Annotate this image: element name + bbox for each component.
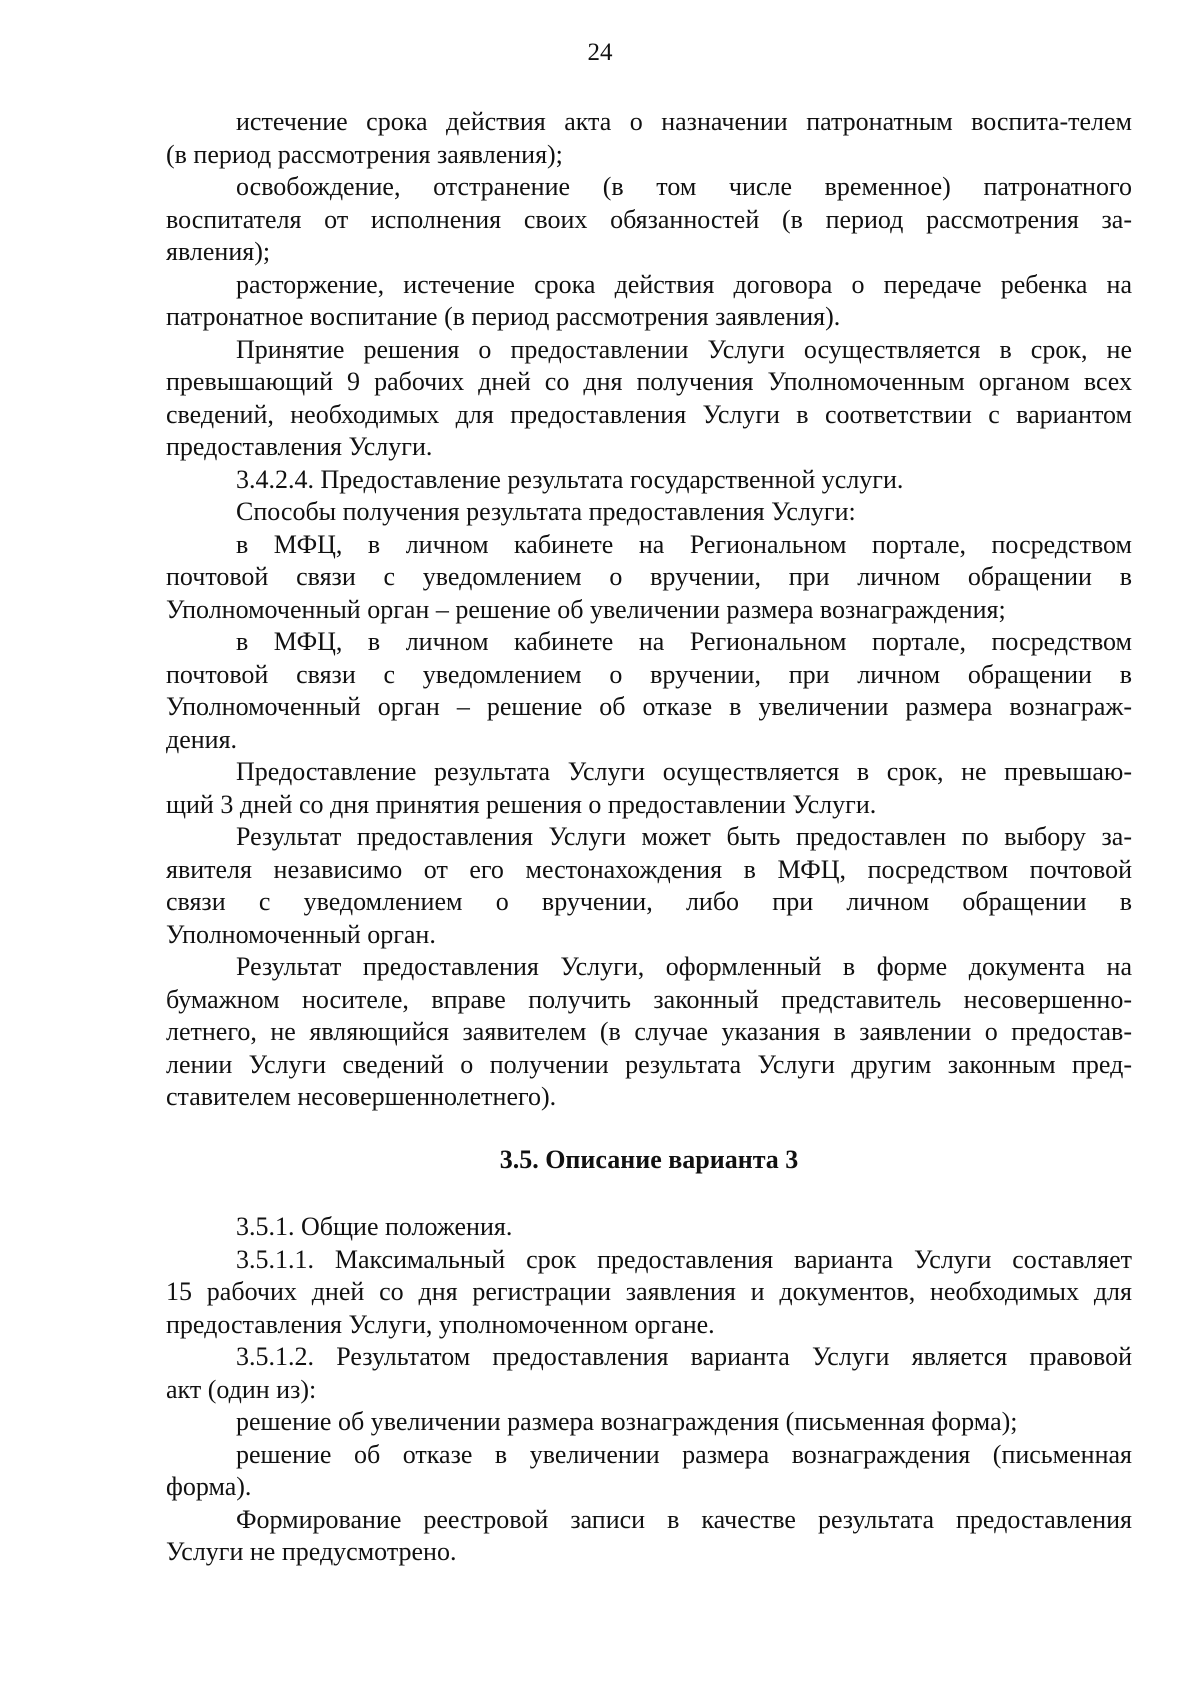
- paragraph-line: Уполномоченный орган – решение об увеличении размера вознаграждения;: [166, 594, 1006, 624]
- paragraph-line: истечение срока действия акта о назначении патронатным воспита-телем: [236, 107, 1132, 136]
- paragraph-line: щий 3 дней со дня принятия решения о предоставлении Услуги.: [166, 789, 877, 819]
- paragraph-line: явления);: [166, 237, 271, 266]
- paragraph-line: предоставления Услуги.: [166, 432, 433, 461]
- paragraph-line: явителя независимо от его местонахождения в МФЦ, посредством почтовой: [166, 854, 1132, 884]
- paragraph-line: Услуги не предусмотрено.: [166, 1537, 457, 1566]
- paragraph-line: Результат предоставления Услуги, оформленный в форме документа на: [236, 952, 1132, 981]
- paragraph-line: 3.5.1.1. Максимальный срок предоставления варианта Услуги составляет: [236, 1244, 1132, 1274]
- paragraph: [166, 171, 1132, 269]
- paragraph-line: почтовой связи с уведомлением о вручении, при личном обращении в: [166, 659, 1132, 689]
- paragraph-line: Предоставление результата Услуги осуществляется в срок, не превышаю-: [236, 757, 1132, 786]
- paragraph-line: форма).: [166, 1472, 252, 1501]
- paragraph: [166, 106, 1132, 171]
- paragraph: [166, 626, 1132, 756]
- paragraph-line: Уполномоченный орган.: [166, 919, 436, 949]
- paragraph: [166, 334, 1132, 464]
- paragraph: [166, 529, 1132, 627]
- paragraph: [166, 1211, 1132, 1244]
- paragraph: [166, 496, 1132, 529]
- paragraph: [166, 1244, 1132, 1342]
- section-after-heading: [166, 1211, 1132, 1569]
- paragraph-line: лении Услуги сведений о получении результата Услуги другим законным пред-: [166, 1049, 1132, 1079]
- paragraph-line: ставителем несовершеннолетнего).: [166, 1082, 557, 1111]
- document-body: [166, 106, 1132, 1569]
- paragraph-line: освобождение, отстранение (в том числе временное) патронатного: [236, 172, 1132, 201]
- paragraph-line: (в период рассмотрения заявления);: [166, 139, 563, 169]
- paragraph-line: почтовой связи с уведомлением о вручении, при личном обращении в: [166, 562, 1132, 591]
- paragraph: [166, 951, 1132, 1114]
- paragraph-line: 3.5.1. Общие положения.: [236, 1212, 513, 1241]
- paragraph: [166, 821, 1132, 951]
- page-number: 24: [587, 39, 613, 66]
- paragraph-line: превышающий 9 рабочих дней со дня получения Уполномоченным органом всех: [166, 367, 1132, 396]
- paragraph-line: предоставления Услуги, уполномоченном органе.: [166, 1309, 715, 1339]
- paragraph-line: решение об увеличении размера вознаграждения (письменная форма);: [236, 1407, 1018, 1436]
- paragraph-line: воспитателя от исполнения своих обязанностей (в период рассмотрения за-: [166, 204, 1132, 234]
- paragraph: [166, 1439, 1132, 1504]
- paragraph-line: Принятие решения о предоставлении Услуги осуществляется в срок, не: [236, 334, 1132, 364]
- paragraph: [166, 1341, 1132, 1406]
- paragraph-line: расторжение, истечение срока действия договора о передаче ребенка на: [236, 269, 1132, 299]
- section-heading: 3.5. Описание варианта 3: [499, 1144, 799, 1174]
- section-before-heading: [166, 106, 1132, 1114]
- paragraph-line: Формирование реестровой записи в качестве результата предоставления: [236, 1504, 1132, 1534]
- paragraph-line: дения.: [166, 724, 238, 754]
- paragraph-line: связи с уведомлением о вручении, либо при личном обращении в: [166, 887, 1132, 916]
- paragraph-line: в МФЦ, в личном кабинете на Региональном портале, посредством: [236, 627, 1132, 656]
- paragraph-line: акт (один из):: [166, 1374, 317, 1404]
- paragraph-line: 15 рабочих дней со дня регистрации заявления и документов, необходимых для: [166, 1277, 1132, 1306]
- paragraph-line: сведений, необходимых для предоставления Услуги в соответствии с вариантом: [166, 399, 1132, 429]
- paragraph-line: решение об отказе в увеличении размера вознаграждения (письменная: [236, 1439, 1132, 1469]
- paragraph-line: 3.5.1.2. Результатом предоставления варианта Услуги является правовой: [236, 1342, 1132, 1371]
- paragraph: [166, 756, 1132, 821]
- paragraph-line: летнего, не являющийся заявителем (в случае указания в заявлении о предостав-: [166, 1017, 1132, 1046]
- paragraph: [166, 1504, 1132, 1569]
- paragraph: [166, 464, 1132, 497]
- paragraph-line: в МФЦ, в личном кабинете на Региональном портале, посредством: [236, 529, 1132, 559]
- paragraph-line: патронатное воспитание (в период рассмотрения заявления).: [166, 302, 841, 331]
- paragraph: [166, 269, 1132, 334]
- paragraph-line: бумажном носителе, вправе получить законный представитель несовершенно-: [166, 984, 1132, 1014]
- paragraph-line: Уполномоченный орган – решение об отказе в увеличении размера вознаграж-: [166, 692, 1132, 721]
- paragraph: [166, 1406, 1132, 1439]
- paragraph-line: Результат предоставления Услуги может быть предоставлен по выбору за-: [236, 822, 1132, 851]
- paragraph-line: 3.4.2.4. Предоставление результата государственной услуги.: [236, 464, 904, 494]
- paragraph-line: Способы получения результата предоставления Услуги:: [236, 497, 856, 526]
